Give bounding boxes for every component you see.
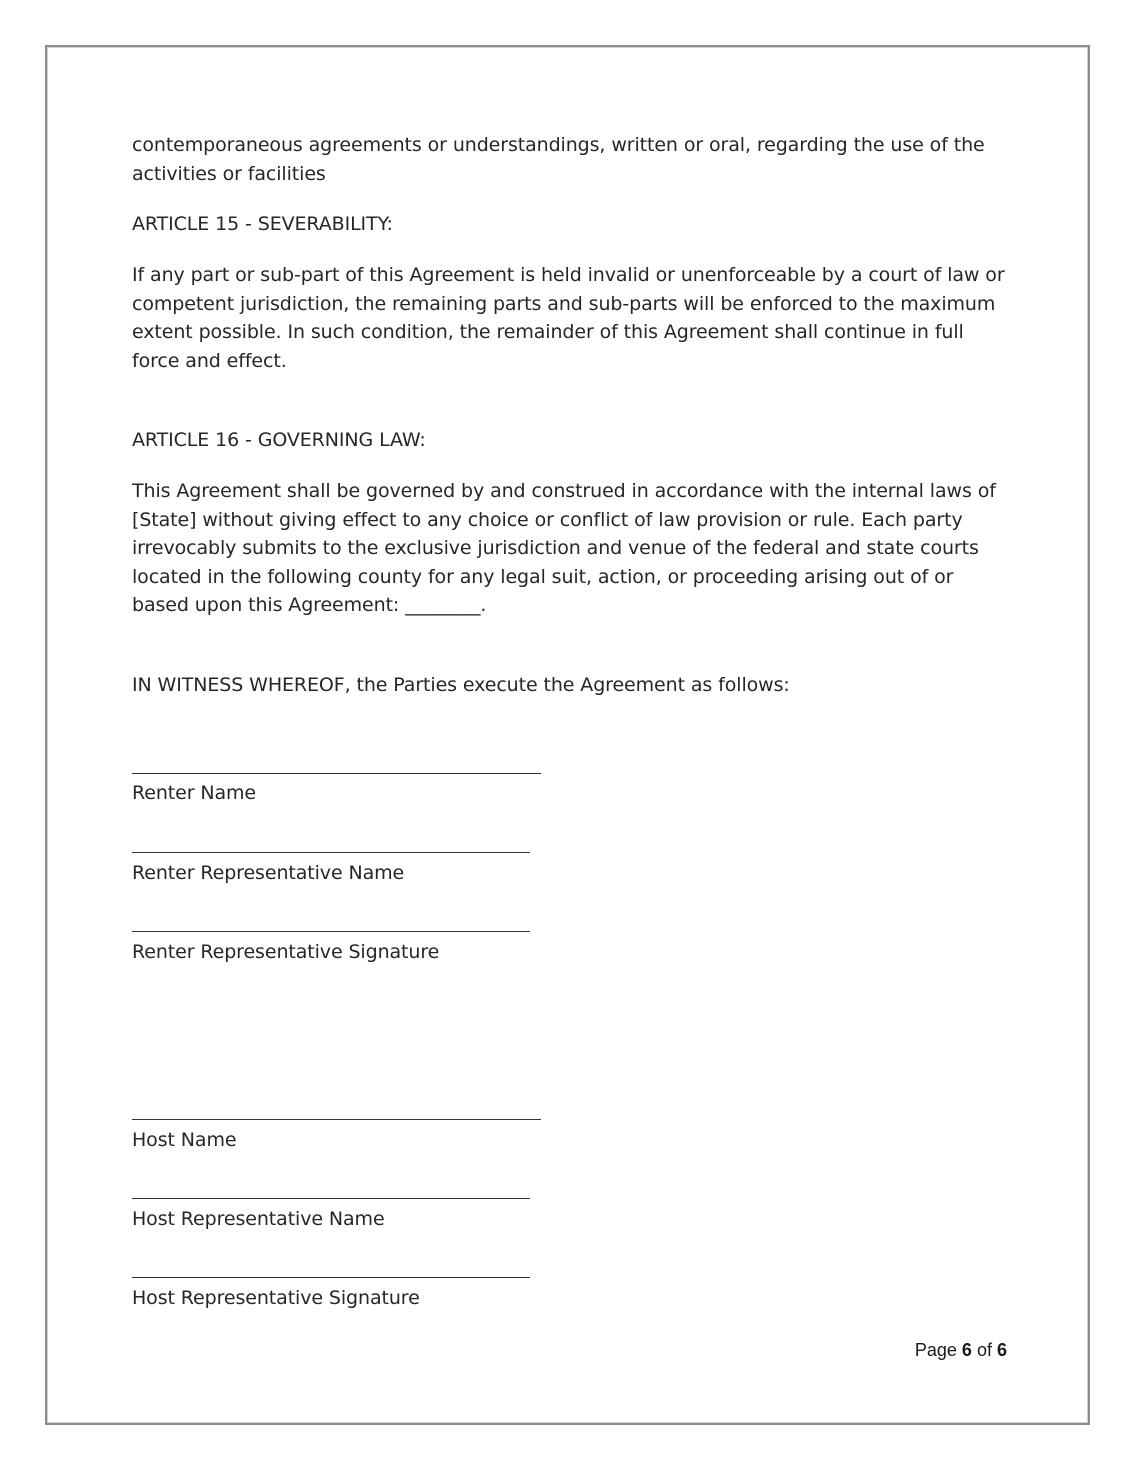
witness-statement: IN WITNESS WHEREOF, the Parties execute the Agreement as follows: [132, 674, 790, 696]
renter-rep-name-label: Renter Representative Name [132, 862, 405, 884]
page-number [915, 1340, 1007, 1361]
host-rep-name-label: Host Representative Name [132, 1208, 385, 1230]
host-name-label: Host Name [132, 1129, 237, 1151]
page-current: 6 [961, 1340, 972, 1360]
page-of: of [976, 1340, 992, 1360]
article-15-heading: ARTICLE 15 - SEVERABILITY: [132, 213, 393, 235]
renter-name-label: Renter Name [132, 782, 257, 804]
renter-rep-name-line [132, 852, 530, 853]
renter-rep-signature-line [132, 931, 530, 932]
renter-rep-signature-label: Renter Representative Signature [132, 941, 440, 963]
page-total: 6 [996, 1340, 1007, 1360]
renter-name-line [132, 773, 541, 774]
page-prefix: Page [914, 1340, 957, 1360]
article-15-text: If any part or sub-part of this Agreement is held invalid or unenforceable by a court of law or competent jurisdiction, the remaining parts and sub-parts will be enforced to the maximum extent possible. In such condition, the remainder of this Agreement shall continue in full force and effect. [132, 264, 1005, 372]
continuation-paragraph: contemporaneous agreements or understandings, written or oral, regarding the use of the activities or facilities [132, 134, 985, 185]
host-name-line [132, 1119, 541, 1120]
article-16-heading: ARTICLE 16 - GOVERNING LAW: [132, 429, 426, 451]
host-rep-name-line [132, 1198, 530, 1199]
article-16-text: This Agreement shall be governed by and construed in accordance with the internal laws of [State] without giving effect to any choice or conflict of law provision or rule. Each party irrevocably submits to the exclusive jurisdiction and venue of the federal and state courts located in the following county for any legal suit, action, or proceeding arising out of or based upon this Agreement: ________. [132, 480, 996, 617]
host-rep-signature-label: Host Representative Signature [132, 1287, 420, 1309]
host-rep-signature-line [132, 1277, 530, 1278]
